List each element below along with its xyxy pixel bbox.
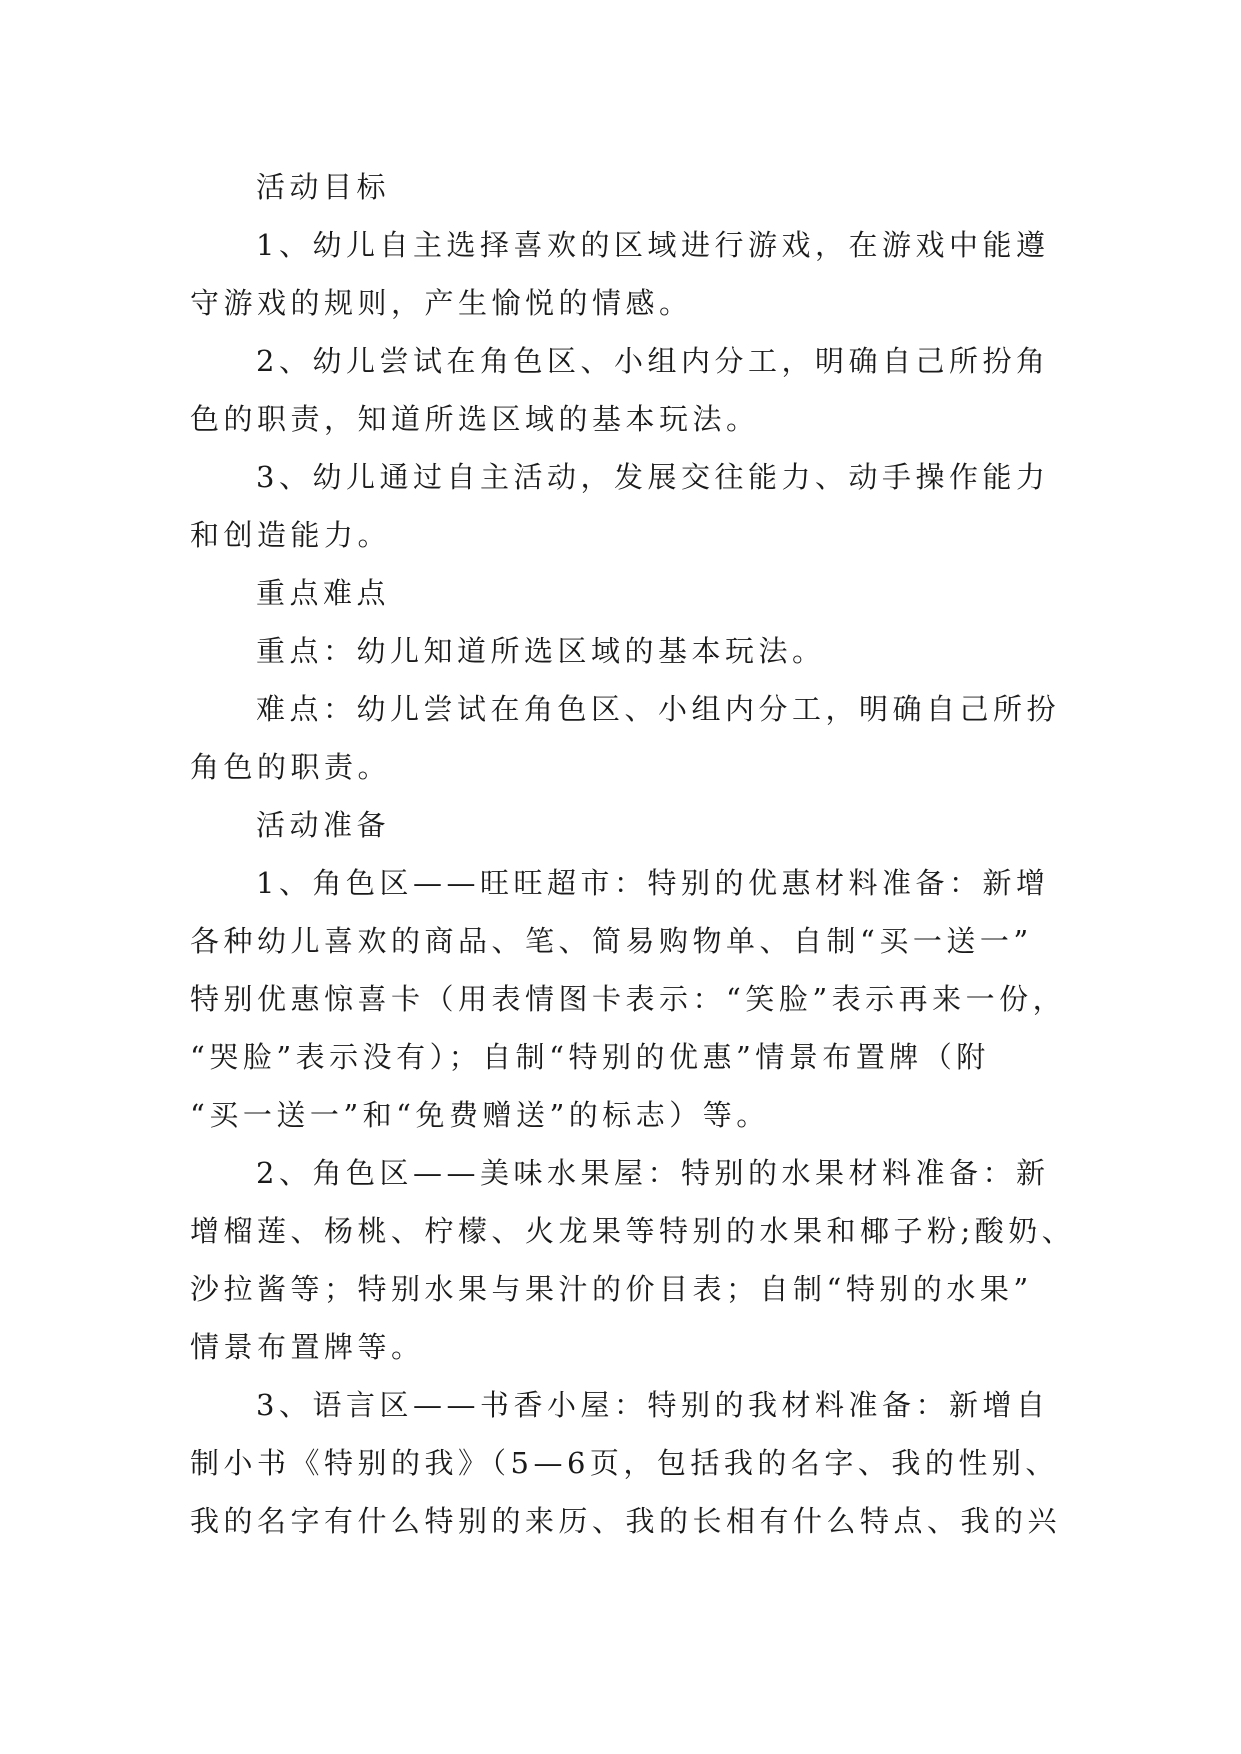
paragraph-line: 2、幼儿尝试在角色区、小组内分工，明确自己所扮角 — [256, 344, 1050, 378]
paragraph-line: 制小书《特别的我》（5—6页，包括我的名字、我的性别、 — [190, 1446, 1059, 1480]
paragraph-line: “买一送一”和“免费赠送”的标志）等。 — [190, 1098, 770, 1132]
paragraph-line: 各种幼儿喜欢的商品、笔、简易购物单、自制“买一送一” — [190, 924, 1033, 958]
paragraph-line: 1、幼儿自主选择喜欢的区域进行游戏，在游戏中能遵 — [256, 228, 1050, 262]
paragraph-line: 特别优惠惊喜卡（用表情图卡表示：“笑脸”表示再来一份， — [190, 982, 1067, 1016]
paragraph-line: 和创造能力。 — [190, 518, 392, 552]
paragraph-line: 色的职责，知道所选区域的基本玩法。 — [190, 402, 760, 436]
paragraph-line: 3、幼儿通过自主活动，发展交往能力、动手操作能力 — [256, 460, 1050, 494]
document-page — [190, 158, 1076, 1550]
paragraph-line: 2、角色区——美味水果屋：特别的水果材料准备：新 — [256, 1156, 1050, 1190]
paragraph-line: 1、角色区——旺旺超市：特别的优惠材料准备：新增 — [256, 866, 1050, 900]
paragraph-line: 我的名字有什么特别的来历、我的长相有什么特点、我的兴 — [190, 1504, 1062, 1538]
paragraph-line: 重点：幼儿知道所选区域的基本玩法。 — [256, 634, 826, 668]
paragraph-line: 守游戏的规则，产生愉悦的情感。 — [190, 286, 693, 320]
paragraph-line: 沙拉酱等；特别水果与果汁的价目表；自制“特别的水果” — [190, 1272, 1033, 1306]
section-heading-preparation: 活动准备 — [256, 808, 391, 842]
paragraph-line: 增榴莲、杨桃、柠檬、火龙果等特别的水果和椰子粉;酸奶、 — [190, 1214, 1076, 1248]
section-heading-goals: 活动目标 — [256, 170, 391, 204]
section-heading-key-points: 重点难点 — [256, 576, 391, 610]
paragraph-line: 角色的职责。 — [190, 750, 392, 784]
paragraph-line: 情景布置牌等。 — [190, 1330, 425, 1364]
paragraph-line: 3、语言区——书香小屋：特别的我材料准备：新增自 — [256, 1388, 1050, 1422]
paragraph-line: “哭脸”表示没有）；自制“特别的优惠”情景布置牌（附 — [190, 1040, 990, 1074]
paragraph-line: 难点：幼儿尝试在角色区、小组内分工，明确自己所扮 — [256, 692, 1061, 726]
